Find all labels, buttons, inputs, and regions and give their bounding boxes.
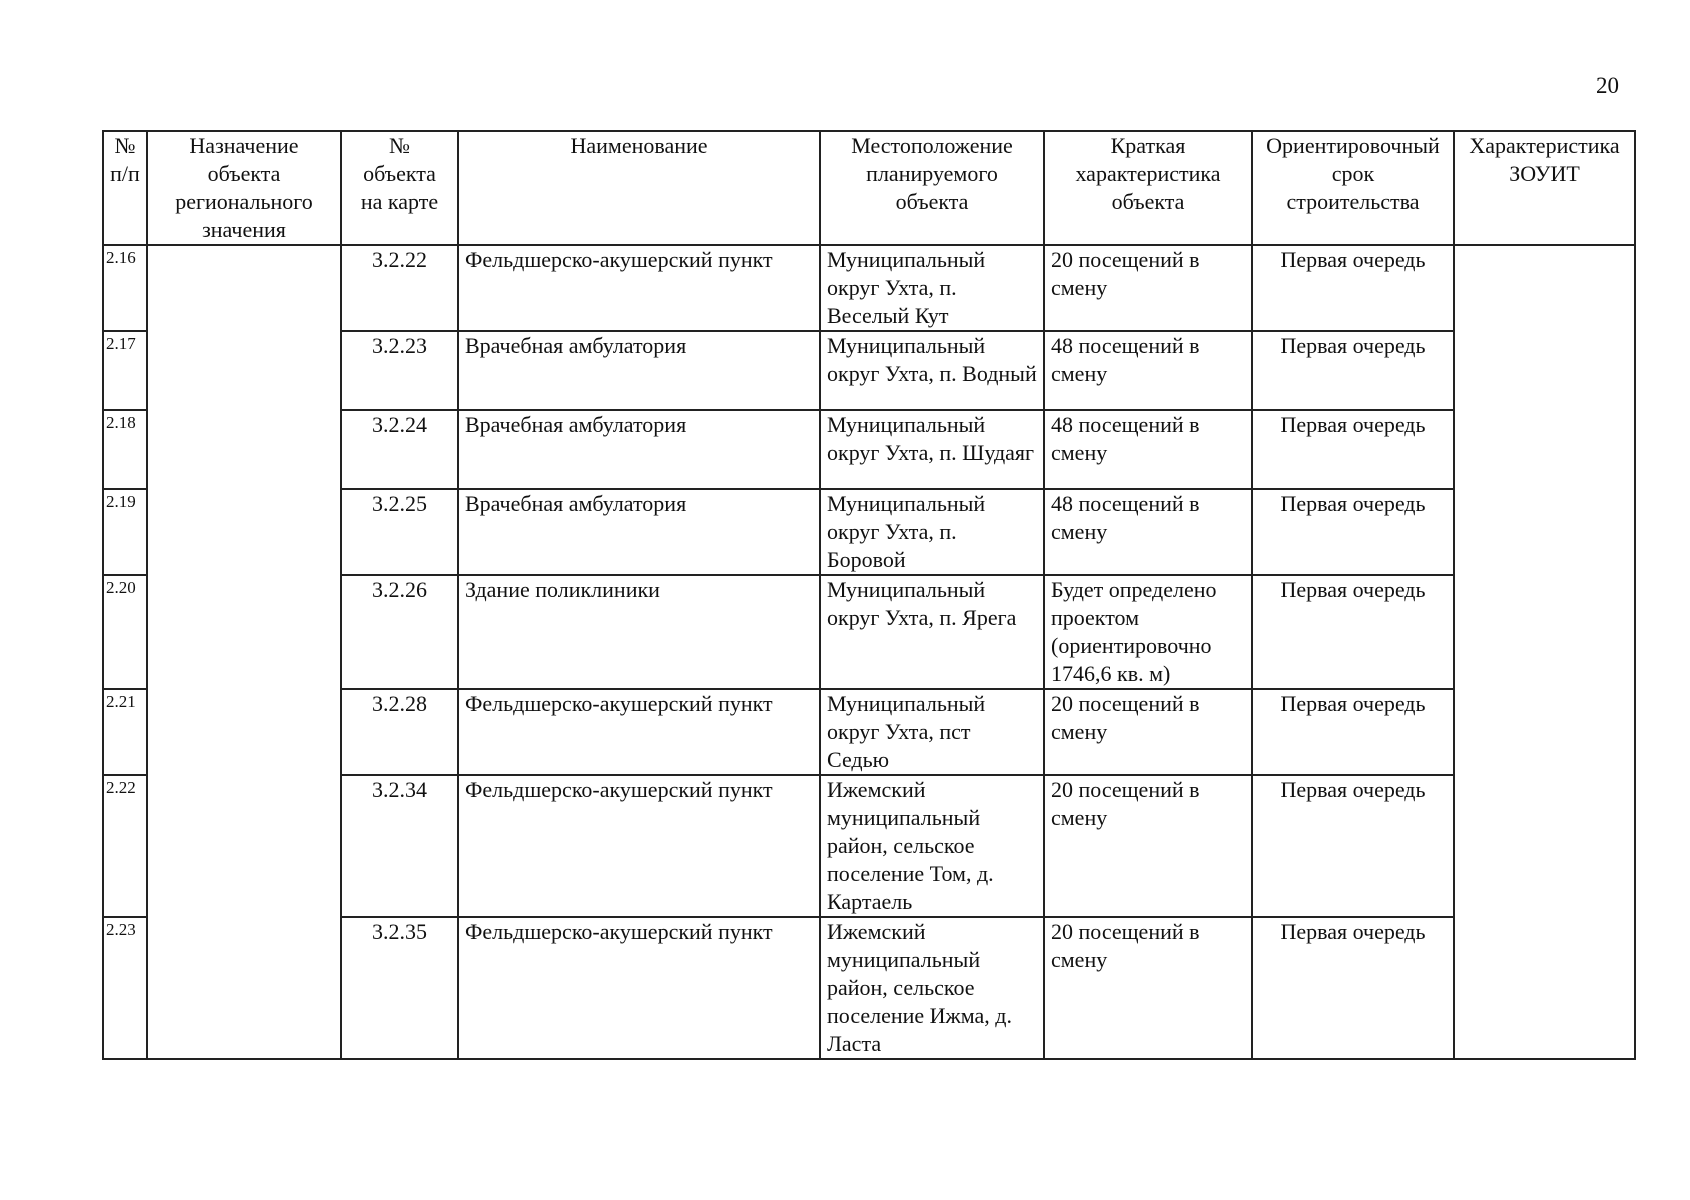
header-line: на карте <box>360 189 439 214</box>
characteristic-cell: 20 посещений в смену <box>1044 689 1252 775</box>
header-line: Ориентировочный <box>1266 133 1440 158</box>
name-cell: Врачебная амбулатория <box>458 489 820 575</box>
term-cell: Первая очередь <box>1252 689 1454 775</box>
header-line: объекта <box>207 161 281 186</box>
characteristic-cell: 20 посещений в смену <box>1044 245 1252 331</box>
header-line: объекта <box>895 189 969 214</box>
header-line: характеристика <box>1075 161 1221 186</box>
header-cell-term <box>1252 131 1454 245</box>
row-number-cell: 2.22 <box>103 775 147 917</box>
row-number-cell: 2.20 <box>103 575 147 689</box>
map-number-cell: 3.2.23 <box>341 331 458 410</box>
location-cell: Ижемский муниципальный район, сельское поселение Ижма, д. Ласта <box>820 917 1044 1059</box>
header-line: объекта <box>363 161 436 186</box>
header-line: строительства <box>1286 189 1420 214</box>
header-line: № <box>114 133 136 158</box>
header-line: Краткая <box>1110 133 1186 158</box>
name-cell: Врачебная амбулатория <box>458 410 820 489</box>
characteristic-cell: 20 посещений в смену <box>1044 775 1252 917</box>
term-cell: Первая очередь <box>1252 245 1454 331</box>
header-line: п/п <box>110 161 140 186</box>
header-cell-map-number <box>341 131 458 245</box>
name-cell: Здание поликлиники <box>458 575 820 689</box>
name-cell: Врачебная амбулатория <box>458 331 820 410</box>
header-line: планируемого <box>866 161 998 186</box>
header-line: Характеристика <box>1469 133 1620 158</box>
location-cell: Муниципальный округ Ухта, пст Седью <box>820 689 1044 775</box>
map-number-cell: 3.2.25 <box>341 489 458 575</box>
header-line: № <box>389 133 410 158</box>
map-number-cell: 3.2.26 <box>341 575 458 689</box>
row-number-cell: 2.23 <box>103 917 147 1059</box>
table-body <box>103 245 1635 1059</box>
header-line: Назначение <box>189 133 299 158</box>
table-row <box>103 245 1635 331</box>
characteristic-cell: 48 посещений в смену <box>1044 331 1252 410</box>
map-number-cell: 3.2.28 <box>341 689 458 775</box>
header-cell-name <box>458 131 820 245</box>
zouit-cell-merged <box>1454 245 1635 1059</box>
term-cell: Первая очередь <box>1252 489 1454 575</box>
name-cell: Фельдшерско-акушерский пункт <box>458 775 820 917</box>
location-cell: Муниципальный округ Ухта, п. Водный <box>820 331 1044 410</box>
characteristic-cell: 48 посещений в смену <box>1044 489 1252 575</box>
term-cell: Первая очередь <box>1252 775 1454 917</box>
characteristic-cell: 20 посещений в смену <box>1044 917 1252 1059</box>
map-number-cell: 3.2.22 <box>341 245 458 331</box>
header-cell-number <box>103 131 147 245</box>
table-header-row <box>103 131 1635 245</box>
map-number-cell: 3.2.24 <box>341 410 458 489</box>
header-cell-purpose <box>147 131 341 245</box>
location-cell: Ижемский муниципальный район, сельское поселение Том, д. Картаель <box>820 775 1044 917</box>
name-cell: Фельдшерско-акушерский пункт <box>458 245 820 331</box>
purpose-cell-merged <box>147 245 341 1059</box>
planned-objects-table <box>102 130 1636 1060</box>
name-cell: Фельдшерско-акушерский пункт <box>458 917 820 1059</box>
map-number-cell: 3.2.34 <box>341 775 458 917</box>
row-number-cell: 2.18 <box>103 410 147 489</box>
location-cell: Муниципальный округ Ухта, п. Ярега <box>820 575 1044 689</box>
header-line: Наименование <box>570 133 708 158</box>
row-number-cell: 2.21 <box>103 689 147 775</box>
location-cell: Муниципальный округ Ухта, п. Веселый Кут <box>820 245 1044 331</box>
header-line: срок <box>1331 161 1375 186</box>
header-cell-zouit <box>1454 131 1635 245</box>
term-cell: Первая очередь <box>1252 917 1454 1059</box>
row-number-cell: 2.16 <box>103 245 147 331</box>
map-number-cell: 3.2.35 <box>341 917 458 1059</box>
header-cell-location <box>820 131 1044 245</box>
characteristic-cell: 48 посещений в смену <box>1044 410 1252 489</box>
header-line: значения <box>202 217 286 242</box>
term-cell: Первая очередь <box>1252 331 1454 410</box>
location-cell: Муниципальный округ Ухта, п. Шудаяг <box>820 410 1044 489</box>
page-number: 20 <box>1596 73 1619 98</box>
row-number-cell: 2.17 <box>103 331 147 410</box>
characteristic-cell: Будет определено проектом (ориентировочно 1746,6 кв. м) <box>1044 575 1252 689</box>
header-line: регионального <box>175 189 313 214</box>
header-line: Местоположение <box>851 133 1013 158</box>
header-cell-characteristic <box>1044 131 1252 245</box>
row-number-cell: 2.19 <box>103 489 147 575</box>
term-cell: Первая очередь <box>1252 575 1454 689</box>
header-line: объекта <box>1111 189 1185 214</box>
name-cell: Фельдшерско-акушерский пункт <box>458 689 820 775</box>
header-line: ЗОУИТ <box>1509 161 1580 186</box>
location-cell: Муниципальный округ Ухта, п. Боровой <box>820 489 1044 575</box>
term-cell: Первая очередь <box>1252 410 1454 489</box>
